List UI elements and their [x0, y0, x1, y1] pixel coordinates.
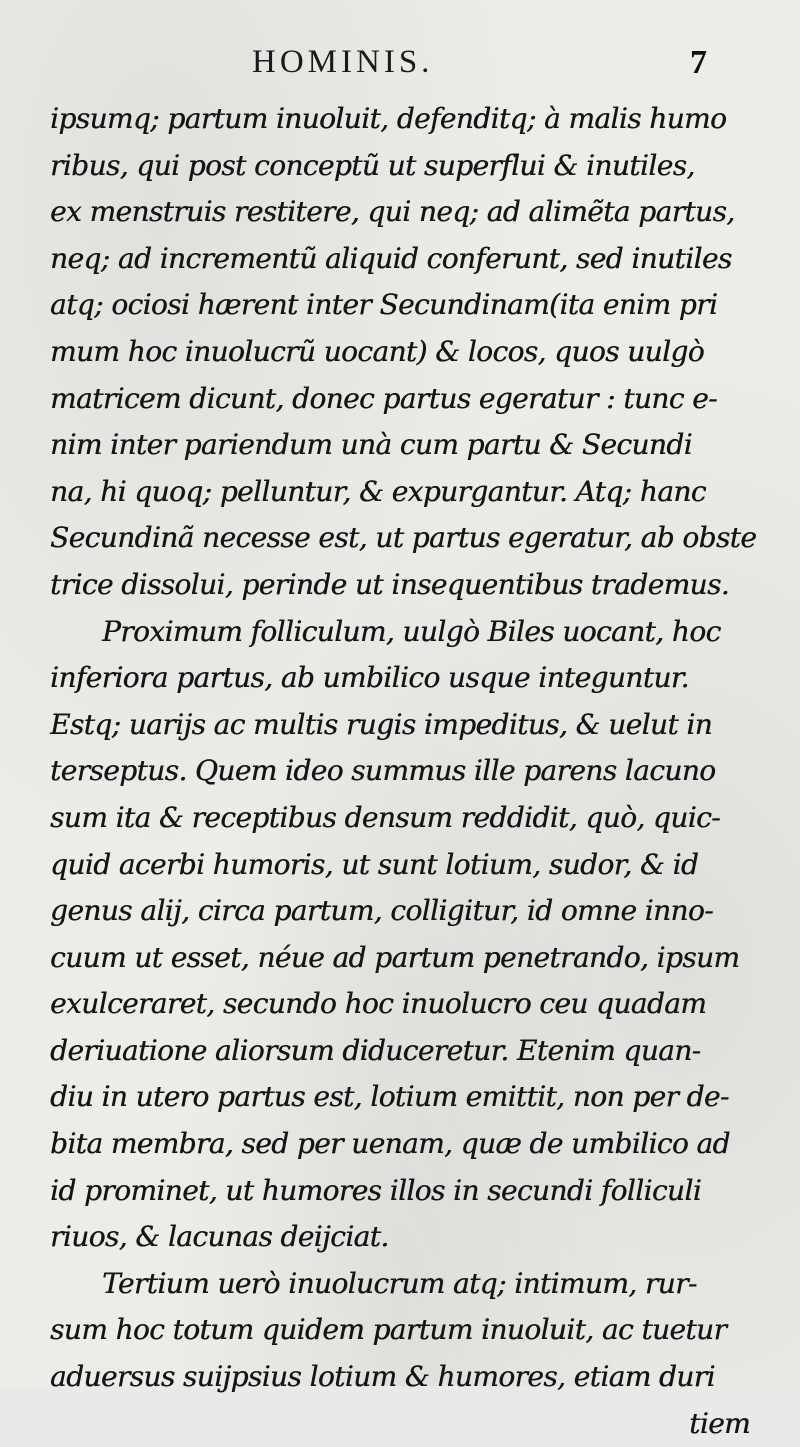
text-line: ipsumq; partum inuoluit, defenditq; à malis humo — [50, 102, 727, 135]
page-number: 7 — [690, 44, 707, 81]
page-header — [0, 44, 800, 88]
text-line: cuum ut esset, néue ad partum penetrando, ipsum — [50, 940, 740, 974]
catchword: tiem — [689, 1406, 750, 1440]
text-line: matricem dicunt, donec partus egeratur : tunc e- — [50, 381, 717, 415]
text-line: diu in utero partus est, lotium emittit, non per de- — [50, 1080, 729, 1114]
text-line: sum ita & receptibus densum reddidit, quò, quic- — [50, 800, 720, 834]
text-line: atq; ociosi hærent inter Secundinam(ita enim pri — [50, 288, 718, 322]
text-line: ribus, qui post conceptũ ut superflui & inutiles, — [50, 148, 695, 182]
text-line: bita membra, sed per uenam, quæ de umbilico ad — [50, 1127, 730, 1161]
text-line: Estq; uarijs ac multis rugis impeditus, & uelut in — [50, 707, 713, 741]
text-line: id prominet, ut humores illos in secundi folliculi — [50, 1173, 702, 1207]
text-line: quid acerbi humoris, ut sunt lotium, sudor, & id — [50, 847, 699, 881]
text-line: terseptus. Quem ideo summus ille parens lacuno — [50, 754, 716, 788]
text-line: riuos, & lacunas deijciat. — [50, 1220, 389, 1254]
text-line: mum hoc inuolucrũ uocant) & locos, quos uulgò — [50, 334, 704, 368]
text-line: nim inter pariendum unà cum partu & Secundi — [50, 428, 692, 462]
text-line: inferiora partus, ab umbilico usque integuntur. — [50, 661, 689, 695]
text-line: na, hi quoq; pelluntur, & expurgantur. Atq; hanc — [50, 474, 706, 508]
text-line: neq; ad incrementũ aliquid conferunt, sed inutiles — [50, 241, 732, 275]
paragraph-start-line: Proximum folliculum, uulgò Biles uocant, hoc — [102, 614, 721, 648]
text-line: genus alij, circa partum, colligitur, id omne inno- — [50, 894, 713, 928]
running-head: HOMINIS. — [252, 44, 434, 80]
text-line: ex menstruis restitere, qui neq; ad alimẽta partus, — [50, 195, 735, 229]
text-line: Secundinã necesse est, ut partus egeratur, ab obste — [50, 521, 757, 555]
text-line: deriuatione aliorsum diduceretur. Etenim quan- — [50, 1033, 701, 1067]
body-text — [50, 96, 757, 1447]
text-line: trice dissolui, perinde ut insequentibus trademus. — [50, 567, 730, 601]
text-line: sum hoc totum quidem partum inuoluit, ac tuetur — [50, 1313, 727, 1347]
paragraph-start-line: Tertium uerò inuolucrum atq; intimum, rur- — [102, 1266, 697, 1300]
text-line: exulceraret, secundo hoc inuolucro ceu quadam — [50, 987, 707, 1021]
text-line: aduersus suijpsius lotium & humores, etiam duri — [50, 1360, 715, 1394]
